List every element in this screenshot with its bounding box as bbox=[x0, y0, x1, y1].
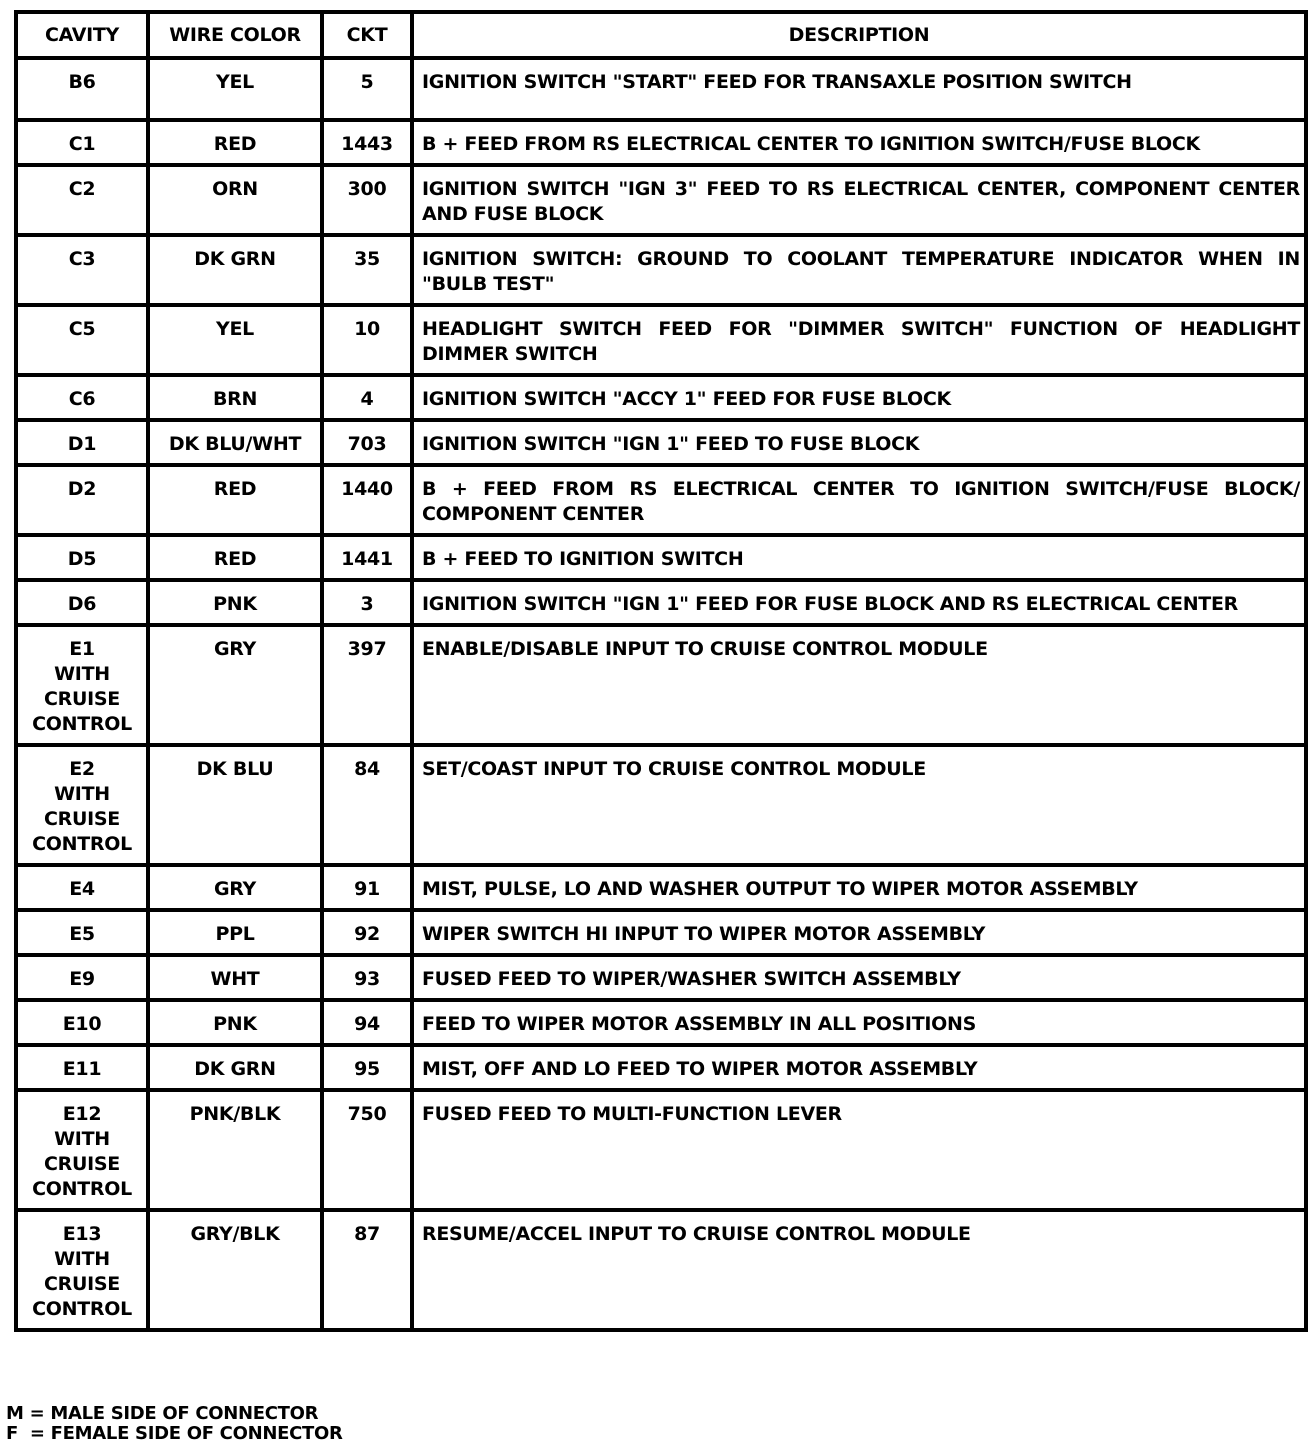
table-row bbox=[16, 420, 1306, 465]
header-cavity: CAVITY bbox=[16, 12, 148, 58]
cell-ckt: 703 bbox=[322, 420, 412, 465]
cell-description: IGNITION SWITCH "IGN 1" FEED TO FUSE BLOCK bbox=[412, 420, 1306, 465]
cavity-line: E12 bbox=[62, 1103, 102, 1125]
header-description: DESCRIPTION bbox=[412, 12, 1306, 58]
cavity-line: CONTROL bbox=[32, 713, 132, 735]
cell-ckt: 750 bbox=[322, 1090, 412, 1210]
cell-description: SET/COAST INPUT TO CRUISE CONTROL MODULE bbox=[412, 745, 1306, 865]
cell-cavity bbox=[16, 865, 148, 910]
cavity-line: E10 bbox=[62, 1013, 102, 1035]
cavity-line: C3 bbox=[68, 248, 96, 270]
legend-note-male: M = MALE SIDE OF CONNECTOR bbox=[6, 1403, 319, 1424]
cavity-line: E4 bbox=[69, 878, 95, 900]
cell-ckt: 1443 bbox=[322, 120, 412, 165]
cell-wire-color: ORN bbox=[148, 165, 322, 235]
cell-ckt: 3 bbox=[322, 580, 412, 625]
cell-wire-color: GRY bbox=[148, 625, 322, 745]
cell-ckt: 84 bbox=[322, 745, 412, 865]
cavity-line: D1 bbox=[67, 433, 97, 455]
table-row bbox=[16, 1090, 1306, 1210]
cell-description: B + FEED FROM RS ELECTRICAL CENTER TO IGNITION SWITCH/FUSE BLOCK bbox=[412, 120, 1306, 165]
table-row bbox=[16, 235, 1306, 305]
cell-wire-color: DK BLU bbox=[148, 745, 322, 865]
table-row bbox=[16, 58, 1306, 120]
cell-cavity bbox=[16, 235, 148, 305]
cell-cavity bbox=[16, 1210, 148, 1330]
connector-cavity-table bbox=[14, 10, 1308, 1332]
cell-ckt: 5 bbox=[322, 58, 412, 120]
cavity-line: WITH bbox=[54, 1128, 110, 1150]
cell-description: IGNITION SWITCH "IGN 1" FEED FOR FUSE BLOCK AND RS ELECTRICAL CENTER bbox=[412, 580, 1306, 625]
cell-wire-color: YEL bbox=[148, 305, 322, 375]
cavity-line: E13 bbox=[62, 1223, 102, 1245]
cavity-line: E9 bbox=[69, 968, 95, 990]
cell-cavity bbox=[16, 625, 148, 745]
cavity-line: D5 bbox=[67, 548, 97, 570]
cell-ckt: 87 bbox=[322, 1210, 412, 1330]
cell-wire-color: GRY bbox=[148, 865, 322, 910]
cell-wire-color: PNK/BLK bbox=[148, 1090, 322, 1210]
cell-cavity bbox=[16, 580, 148, 625]
cavity-line: B6 bbox=[68, 71, 96, 93]
cell-ckt: 93 bbox=[322, 955, 412, 1000]
cavity-line: E2 bbox=[69, 758, 95, 780]
cell-wire-color: DK BLU/WHT bbox=[148, 420, 322, 465]
table-row bbox=[16, 865, 1306, 910]
cavity-line: CRUISE bbox=[44, 1273, 120, 1295]
cavity-line: CRUISE bbox=[44, 808, 120, 830]
cell-cavity bbox=[16, 305, 148, 375]
cell-description: FEED TO WIPER MOTOR ASSEMBLY IN ALL POSITIONS bbox=[412, 1000, 1306, 1045]
cavity-line: WITH bbox=[54, 663, 110, 685]
cell-wire-color: RED bbox=[148, 120, 322, 165]
cell-ckt: 1441 bbox=[322, 535, 412, 580]
cell-ckt: 4 bbox=[322, 375, 412, 420]
cavity-line: CONTROL bbox=[32, 833, 132, 855]
header-ckt: CKT bbox=[322, 12, 412, 58]
cavity-line: C5 bbox=[68, 318, 96, 340]
cell-wire-color: YEL bbox=[148, 58, 322, 120]
cavity-line: E1 bbox=[69, 638, 95, 660]
cell-cavity bbox=[16, 58, 148, 120]
table-row bbox=[16, 120, 1306, 165]
table-row bbox=[16, 580, 1306, 625]
cell-cavity bbox=[16, 420, 148, 465]
cell-ckt: 95 bbox=[322, 1045, 412, 1090]
cell-description: WIPER SWITCH HI INPUT TO WIPER MOTOR ASSEMBLY bbox=[412, 910, 1306, 955]
cell-cavity bbox=[16, 1090, 148, 1210]
cavity-line: D2 bbox=[67, 478, 97, 500]
cell-wire-color: DK GRN bbox=[148, 1045, 322, 1090]
cell-description: B + FEED TO IGNITION SWITCH bbox=[412, 535, 1306, 580]
table-row bbox=[16, 1000, 1306, 1045]
cell-description: ENABLE/DISABLE INPUT TO CRUISE CONTROL MODULE bbox=[412, 625, 1306, 745]
cell-cavity bbox=[16, 955, 148, 1000]
table-row bbox=[16, 955, 1306, 1000]
table-row bbox=[16, 535, 1306, 580]
cell-wire-color: RED bbox=[148, 535, 322, 580]
table-row bbox=[16, 465, 1306, 535]
cell-description: FUSED FEED TO WIPER/WASHER SWITCH ASSEMBLY bbox=[412, 955, 1306, 1000]
cell-ckt: 300 bbox=[322, 165, 412, 235]
table-row bbox=[16, 305, 1306, 375]
legend-notes bbox=[6, 1404, 343, 1444]
cell-ckt: 1440 bbox=[322, 465, 412, 535]
table-row bbox=[16, 375, 1306, 420]
cell-wire-color: WHT bbox=[148, 955, 322, 1000]
cell-description: IGNITION SWITCH: GROUND TO COOLANT TEMPERATURE INDICATOR WHEN IN "BULB TEST" bbox=[412, 235, 1306, 305]
cell-description: IGNITION SWITCH "IGN 3" FEED TO RS ELECTRICAL CENTER, COMPONENT CENTER AND FUSE BLOCK bbox=[412, 165, 1306, 235]
cavity-line: C2 bbox=[68, 178, 96, 200]
header-wire-color: WIRE COLOR bbox=[148, 12, 322, 58]
cell-description: B + FEED FROM RS ELECTRICAL CENTER TO IGNITION SWITCH/FUSE BLOCK/ COMPONENT CENTER bbox=[412, 465, 1306, 535]
cavity-line: WITH bbox=[54, 1248, 110, 1270]
cavity-line: E5 bbox=[69, 923, 95, 945]
cell-ckt: 397 bbox=[322, 625, 412, 745]
cavity-line: CRUISE bbox=[44, 688, 120, 710]
cell-wire-color: GRY/BLK bbox=[148, 1210, 322, 1330]
cell-description: MIST, PULSE, LO AND WASHER OUTPUT TO WIPER MOTOR ASSEMBLY bbox=[412, 865, 1306, 910]
cell-description: RESUME/ACCEL INPUT TO CRUISE CONTROL MODULE bbox=[412, 1210, 1306, 1330]
table-row bbox=[16, 165, 1306, 235]
cell-wire-color: BRN bbox=[148, 375, 322, 420]
cell-wire-color: DK GRN bbox=[148, 235, 322, 305]
cell-ckt: 35 bbox=[322, 235, 412, 305]
cell-cavity bbox=[16, 535, 148, 580]
cell-cavity bbox=[16, 910, 148, 955]
table-row bbox=[16, 910, 1306, 955]
cavity-line: CRUISE bbox=[44, 1153, 120, 1175]
table-row bbox=[16, 1045, 1306, 1090]
cell-wire-color: PNK bbox=[148, 1000, 322, 1045]
cell-ckt: 92 bbox=[322, 910, 412, 955]
cell-description: IGNITION SWITCH "ACCY 1" FEED FOR FUSE BLOCK bbox=[412, 375, 1306, 420]
cell-wire-color: PNK bbox=[148, 580, 322, 625]
cavity-line: CONTROL bbox=[32, 1178, 132, 1200]
cavity-line: E11 bbox=[62, 1058, 102, 1080]
cell-description: HEADLIGHT SWITCH FEED FOR "DIMMER SWITCH" FUNCTION OF HEADLIGHT DIMMER SWITCH bbox=[412, 305, 1306, 375]
cell-cavity bbox=[16, 375, 148, 420]
legend-note-female: F = FEMALE SIDE OF CONNECTOR bbox=[6, 1423, 343, 1444]
cell-ckt: 94 bbox=[322, 1000, 412, 1045]
table-row bbox=[16, 1210, 1306, 1330]
cavity-line: CONTROL bbox=[32, 1298, 132, 1320]
cavity-line: C6 bbox=[68, 388, 96, 410]
cell-cavity bbox=[16, 1000, 148, 1045]
cell-cavity bbox=[16, 745, 148, 865]
cavity-line: C1 bbox=[68, 133, 96, 155]
cavity-line: WITH bbox=[54, 783, 110, 805]
cavity-line: D6 bbox=[67, 593, 97, 615]
cell-description: MIST, OFF AND LO FEED TO WIPER MOTOR ASSEMBLY bbox=[412, 1045, 1306, 1090]
table-row bbox=[16, 625, 1306, 745]
cell-cavity bbox=[16, 120, 148, 165]
cell-wire-color: PPL bbox=[148, 910, 322, 955]
cell-cavity bbox=[16, 465, 148, 535]
cell-ckt: 91 bbox=[322, 865, 412, 910]
connector-table-sheet bbox=[14, 10, 1304, 1332]
cell-description: FUSED FEED TO MULTI-FUNCTION LEVER bbox=[412, 1090, 1306, 1210]
cell-cavity bbox=[16, 165, 148, 235]
cell-wire-color: RED bbox=[148, 465, 322, 535]
cell-description: IGNITION SWITCH "START" FEED FOR TRANSAXLE POSITION SWITCH bbox=[412, 58, 1306, 120]
table-row bbox=[16, 745, 1306, 865]
cell-cavity bbox=[16, 1045, 148, 1090]
header-row bbox=[16, 12, 1306, 58]
cell-ckt: 10 bbox=[322, 305, 412, 375]
